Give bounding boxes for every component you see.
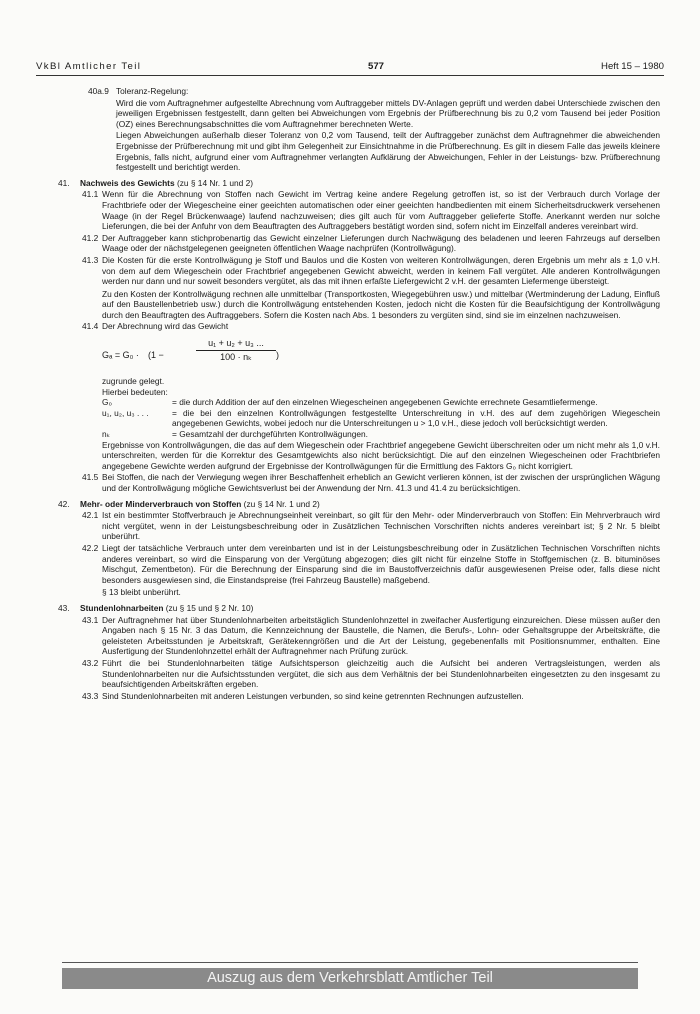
formula-numerator: u₁ + u₂ + u₃ ... (196, 338, 276, 351)
footer-divider (62, 962, 638, 963)
subsection-number: 41.3 (82, 254, 99, 265)
definition-text: = die durch Addition der auf den einzelnen Wiegescheinen angegebenen Gewichte errechnete Gesamtliefermenge. (172, 397, 598, 408)
definition-intro: zugrunde gelegt. (102, 376, 165, 387)
paragraph: Der Auftraggeber kann stichprobenartig das Gewicht einzelner Lieferungen durch Nachwägung des beladenen und leeren Fahrzeugs auf derselben Waage oder der nächstgelegenen geeigneten öffentlichen Waage nachprüfen (Kontrollwägung). (102, 232, 660, 254)
formula-close: ) (276, 350, 279, 361)
paragraph: Wird die vom Auftragnehmer aufgestellte Abrechnung vom Auftraggeber mittels DV-Anlagen geprüft und werden dabei Unterschiede zwischen den jeweiligen Ergebnissen festgestellt, dann gelten bei Abweichungen vom Ergebnis der Prüfberechnung bis zu 0,2 vom Tausend bei jeder Position (OZ) eines Berechnungsabschnittes die vom Auftragnehmer berechneten Werte. (116, 97, 660, 129)
section-title: Toleranz-Regelung: (116, 86, 189, 96)
section-43 (60, 603, 660, 614)
subsection-number: 41.4 (82, 321, 99, 332)
paragraph: Wenn für die Abrechnung von Stoffen nach Gewicht im Vertrag keine andere Regelung getroffen ist, so ist der Verbrauch durch Vorlage der Frachtbriefe oder der Wiegescheine einer geeichten automatischen oder einer geeichten handbedienten mit einem Sicherheitsdruckwerk versehenen Waage (in der Regel Brückenwaage) laufend nachzuweisen; dies gilt auch für vom Auftraggeber gelieferte Stoffe. Anerkannt werden nur solche Lieferungen, die bei der Anfuhr von dem Beauftragten des Auftraggebers bestätigt worden sind, sofern nicht im Einzelfall anderes vereinbart wird. (102, 189, 660, 232)
subsection-42-2 (60, 543, 660, 598)
paragraph: Der Auftragnehmer hat über Stundenlohnarbeiten arbeitstäglich Stundenlohnzettel in zweifacher Ausfertigung einzureichen. Diese müssen außer den Angaben nach § 15 Nr. 3 das Datum, die Kennzeichnung der Baustelle, die Namen, die Berufs-, Lohn- oder Gehaltsgruppe der Arbeitskräfte, die geleisteten Arbeitsstunden je Arbeitskraft, Gerätekenngrößen und die Art der Leistung, gegebenenfalls mit Positionsnummer, enthalten. Eine Ausfertigung der Stundenlohnzettel erhält der Auftragnehmer nach Prüfung zurück. (102, 614, 660, 657)
section-40a9 (60, 86, 660, 173)
page-header (36, 61, 664, 76)
footer-banner: Auszug aus dem Verkehrsblatt Amtlicher Teil (62, 968, 638, 989)
journal-name: VkBl Amtlicher Teil (36, 61, 142, 72)
section-heading: Mehr- oder Minderverbrauch von Stoffen (80, 498, 242, 509)
section-number: 43. (58, 602, 70, 613)
formula-open: (1 − (148, 350, 164, 361)
paragraph: Die Kosten für die erste Kontrollwägung je Stoff und Baulos und die Kosten von weiteren Kontrollwägungen, deren Ergebnis um mehr als ± 1,0 v.H. von dem auf dem Wiegeschein oder Frachtbrief angegebenen Gewicht abweicht, werden in keinem Fall vergütet. Alle anderen Kontrollwägungen werden nur dann und nur soweit besonders vergütet, als das mit ihnen erfaßte Liefergewicht 2 v.H. der gesamten Liefermenge übersteigt. (102, 254, 660, 287)
subsection-43-2 (60, 658, 660, 690)
definition-item (102, 429, 660, 440)
subsection-number: 43.3 (82, 690, 99, 701)
section-number: 40a.9 (88, 86, 109, 96)
subsection-number: 42.2 (82, 542, 99, 553)
subsection-41-3 (60, 255, 660, 321)
subsection-41-1 (60, 189, 660, 231)
definition-term: u₁, u₂, u₃ . . . (102, 407, 149, 418)
definition-item (102, 397, 660, 408)
definition-intro: Hierbei bedeuten: (102, 386, 168, 397)
subsection-43-3 (60, 691, 660, 702)
section-reference: (zu § 14 Nr. 1 und 2) (243, 498, 320, 509)
subsection-number: 41.1 (82, 189, 99, 200)
section-heading: Stundenlohnarbeiten (80, 602, 164, 613)
weight-formula (102, 338, 660, 372)
definitions (60, 376, 660, 471)
paragraph: Der Abrechnung wird das Gewicht (102, 321, 229, 332)
paragraph: Liegen Abweichungen außerhalb dieser Toleranz von 0,2 vom Tausend, teilt der Auftraggeber zunächst dem Auftragnehmer die abweichenden Ergebnisse der Prüfberechnung mit und gibt ihm Gelegenheit zur Einsichtnahme in die Prüfberechnung. Es gilt in diesem Falle das jeweils kleinere Ergebnis, falls nicht, aufgrund einer vom Auftragnehmer verlangten Aufklärung der Abweichungen, Fehler in der Leistungs- bzw. Prüfberechnung festgestellt und berichtigt werden. (116, 130, 660, 173)
subsection-number: 42.1 (82, 510, 99, 521)
section-reference: (zu § 15 und § 2 Nr. 10) (165, 602, 254, 613)
section-number: 42. (58, 498, 70, 509)
paragraph: Ergebnisse von Kontrollwägungen, die das auf dem Wiegeschein oder Frachtbrief angegebene Gewicht überschreiten oder um nicht mehr als 1,0 v.H. unterschreiten, werden für die Korrektur des Gesamtgewichts also nicht berücksichtigt. Die auf den einzelnen Wiegescheinen oder Frachtbriefen angegebene Gewichte werden aufgrund der Ergebnisse der Kontrollwägungen für die Ermittlung des Faktors G₀ nicht korrigiert. (102, 439, 660, 471)
definition-text: = Gesamtzahl der durchgeführten Kontrollwägungen. (172, 429, 368, 440)
subsection-42-1 (60, 510, 660, 542)
definition-term: nₖ (102, 429, 111, 440)
formula-fraction (196, 338, 276, 362)
subsection-number: 41.2 (82, 232, 99, 243)
paragraph: Liegt der tatsächliche Verbrauch unter dem vereinbarten und ist in der Leistungsbeschreibung oder in Zusätzlichen Technischen Vorschriften nichts anderes vereinbart, so wird die Einsparung von der Vergütung abgezogen; dies gilt nicht für einzelne Stoffe in Stoffgemischen (z. B. bituminöses Mischgut, Zementbeton). Für die Berechnung der Einsparung sind die im Baustoffverzeichnis dafür ausgewiesenen Preise oder, falls diese nicht besonders ausgewiesen sind, die Einstandspreise (frei Fahrzeug Baustelle) maßgebend. (102, 542, 660, 585)
subsection-43-1 (60, 615, 660, 657)
paragraph: Ist ein bestimmter Stoffverbrauch je Abrechnungseinheit vereinbart, so gilt für den Mehr- oder Minderverbrauch von Stoffen: Ein Mehrverbrauch wird nicht vergütet, wenn in der Leistungsbeschreibung oder in Zusätzlichen Technischen Vorschriften nichts anderes vereinbart ist; § 2 Nr. 5 bleibt unberührt. (102, 510, 660, 542)
subsection-number: 43.1 (82, 614, 99, 625)
page-number: 577 (368, 61, 385, 72)
issue-label: Heft 15 – 1980 (601, 61, 664, 72)
paragraph: Zu den Kosten der Kontrollwägung rechnen alle unmittelbar (Transportkosten, Wiegegebühren usw.) und mittelbar (Wertminderung der Ladung, Einfluß auf den Baustellenbetrieb usw.) durch die Kontrollwägung entstehenden Kosten, jedoch nicht die Kosten für die Beaufsichtigung der Kontrollwägung durch den Beauftragten des Auftraggebers. Sofern die Kosten nach Abs. 1 besonders zu vergüten sind, sind sie im einzelnen nachzuweisen. (102, 288, 660, 320)
definition-term: G₀ (102, 397, 112, 408)
subsection-number: 41.5 (82, 472, 99, 483)
paragraph: § 13 bleibt unberührt. (102, 587, 181, 598)
definition-item (102, 408, 660, 429)
subsection-number: 43.2 (82, 657, 99, 668)
section-42 (60, 499, 660, 510)
section-number: 41. (58, 177, 70, 188)
paragraph: Bei Stoffen, die nach der Verwiegung wegen ihrer Beschaffenheit erheblich an Gewicht verlieren können, ist der zwischen der ursprünglichen Wägung und der Kontrollwägung mögliche Gewichtsverlust bei der Anwendung der Nrn. 41.3 und 41.4 zu berücksichtigen. (102, 472, 660, 493)
formula-denominator: 100 · nₖ (220, 351, 252, 362)
document-body (60, 86, 660, 701)
section-41 (60, 178, 660, 189)
formula-lhs: Gₐ = G₀ · (102, 350, 139, 361)
subsection-41-4 (60, 321, 660, 332)
section-reference: (zu § 14 Nr. 1 und 2) (176, 177, 254, 188)
paragraph: Sind Stundenlohnarbeiten mit anderen Leistungen verbunden, so sind keine getrennten Rechnungen aufzustellen. (102, 690, 524, 701)
definition-text: = die bei den einzelnen Kontrollwägungen festgestellte Unterschreitung in v.H. des auf dem zugehörigen Wiegeschein angegebenen Gewichts, wobei jedoch nur die Unterschreitungen u > 1,0 v.H., diese jedoch voll berücksichtigt werden. (172, 407, 660, 429)
subsection-41-2 (60, 233, 660, 254)
subsection-41-5 (60, 472, 660, 493)
paragraph: Führt die bei Stundenlohnarbeiten tätige Aufsichtsperson gleichzeitig auch die Aufsicht bei anderen Vertragsleistungen, werden als Stundenlohnarbeiten nur die Aufsichtsstunden vergütet, die sich aus dem Verhältnis der bei Stundenlohnarbeiten eingesetzten zu den insgesamt zu beaufsichtigenden Arbeitskräften ergeben. (102, 657, 660, 690)
section-heading: Nachweis des Gewichts (80, 177, 175, 188)
